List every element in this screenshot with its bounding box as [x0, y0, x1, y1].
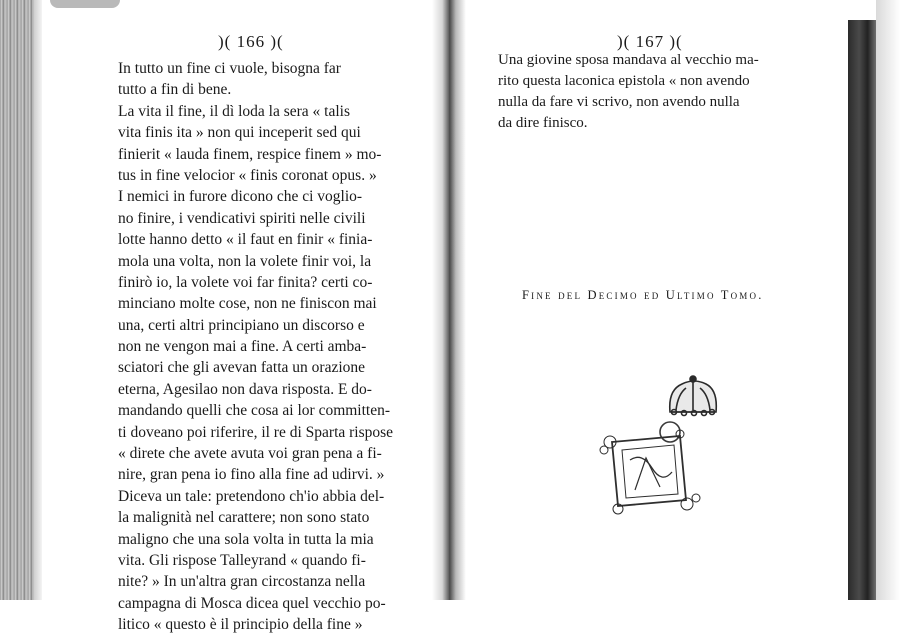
text-line: vita. Gli rispose Talleyrand « quando fi- — [118, 551, 366, 569]
text-line: sciatori che gli avevan fatta un orazione — [118, 359, 366, 377]
text-line: nulla da fare vi scrivo, non avendo nulla — [498, 94, 740, 110]
text-line: da dire finisco. — [498, 115, 588, 131]
text-line: lotte hanno detto « il faut en finir « finia- — [118, 231, 373, 249]
text-line: tus in fine velocior « finis coronat opus. » — [118, 166, 377, 184]
text-line: non ne vengon mai a fine. A certi amba- — [118, 338, 367, 356]
book-cover-edge — [848, 0, 900, 600]
text-line: Diceva un tale: pretendono ch'io abbia del- — [118, 487, 385, 505]
left-page-text — [118, 58, 398, 636]
text-line: tutto a fin di bene. — [118, 81, 232, 99]
text-line: la malignità nel carattere; non sono stato — [118, 509, 370, 527]
text-line: In tutto un fine ci vuole, bisogna far — [118, 60, 341, 77]
text-line: campagna di Mosca dicea quel vecchio po- — [118, 594, 386, 612]
text-line: Una giovine sposa mandava al vecchio ma- — [498, 52, 759, 68]
page-edges-left — [0, 0, 42, 600]
text-line: maligno che una sola volta in tutta la mia — [118, 530, 374, 548]
text-line: « direte che avete avuta voi gran pena a fi- — [118, 445, 382, 463]
text-line: nire, gran pena io fino alla fine ad udirvi. » — [118, 466, 385, 484]
ink-smudge — [50, 0, 120, 8]
text-line: La vita il fine, il dì loda la sera « talis — [118, 102, 351, 120]
text-line: vita finis ita » non qui inceperit sed qui — [118, 124, 361, 142]
crowned-monogram-stamp-icon — [590, 372, 730, 524]
right-page-text — [498, 50, 798, 134]
text-line: nite? » In un'altra gran circostanza nella — [118, 573, 366, 591]
text-line: rito questa laconica epistola « non avendo — [498, 73, 750, 89]
book-gutter — [432, 0, 466, 600]
closing-line: Fine del Decimo ed Ultimo Tomo. — [522, 288, 764, 302]
text-line: mandando quelli che cosa ai lor committen- — [118, 402, 391, 420]
text-line: finirò io, la volete voi far finita? certi co- — [118, 273, 373, 291]
cover-board — [848, 20, 876, 600]
text-line: mola una volta, non la volete finir voi, la — [118, 252, 372, 270]
paper-edge — [876, 0, 900, 600]
page-number-left: )( 166 )( — [218, 32, 284, 51]
text-line: eterna, Agesilao non dava risposta. E do- — [118, 380, 372, 398]
text-line: ti doveano poi riferire, il re di Sparta rispose — [118, 423, 394, 441]
text-line: una, certi altri principiano un discorso e — [118, 316, 365, 334]
text-line: minciano molte cose, non ne finiscon mai — [118, 295, 377, 313]
text-line: litico « questo è il principio della fine » — [118, 616, 363, 634]
page-number-right: )( 167 )( — [617, 32, 683, 51]
text-line: finierit « lauda finem, respice finem » mo- — [118, 145, 382, 163]
text-line: no finire, i vendicativi spiriti nelle civili — [118, 209, 366, 227]
text-line: I nemici in furore dicono che ci voglio- — [118, 188, 363, 206]
